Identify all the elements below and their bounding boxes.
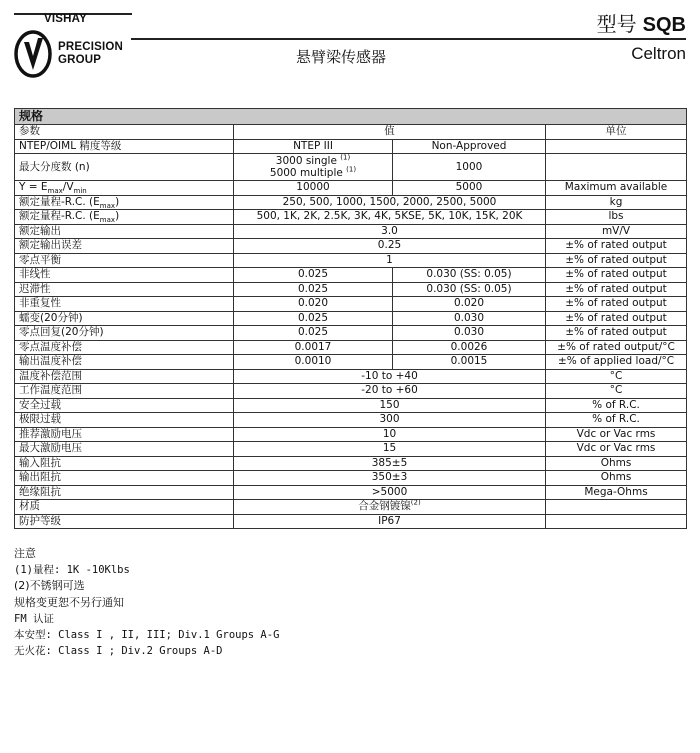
spec-unit: ±% of rated output	[546, 326, 687, 341]
spec-unit: Ohms	[546, 456, 687, 471]
spec-value-ntep: 0.025	[234, 282, 393, 297]
spec-value-nonapproved: Non-Approved	[393, 139, 546, 154]
spec-value-ntep: NTEP III	[234, 139, 393, 154]
spec-value-text: 300	[379, 413, 400, 426]
spec-value-nonapproved: 1000	[393, 154, 546, 181]
spec-param: 最大分度数 (n)	[15, 154, 234, 181]
spec-unit: mV/V	[546, 224, 687, 239]
spec-value-text: 10	[382, 427, 397, 440]
col-header-param: 参数	[15, 125, 234, 140]
model-prefix: 型号	[596, 12, 637, 36]
note-line: (1)量程: 1K -10Klbs	[14, 564, 130, 577]
spec-param: 工作温度范围	[15, 384, 234, 399]
spec-value-ntep: 0.0010	[234, 355, 393, 370]
spec-unit: kg	[546, 195, 687, 210]
spec-value-nonapproved: 0.0015	[393, 355, 546, 370]
spec-value-ntep: 10000	[234, 181, 393, 196]
spec-value	[234, 413, 546, 428]
spec-param: 零点温度补偿	[15, 340, 234, 355]
spec-unit: % of R.C.	[546, 413, 687, 428]
spec-param: 极限过载	[15, 413, 234, 428]
spec-param-part: max	[47, 187, 63, 195]
spec-param-part: max	[99, 216, 116, 224]
spec-unit: Mega-Ohms	[546, 485, 687, 500]
spec-value-text: -20 to +60	[361, 384, 418, 397]
spec-row	[15, 427, 687, 442]
spec-value-text: 1	[386, 253, 393, 266]
spec-param: 额定输出	[15, 224, 234, 239]
spec-value-ntep	[234, 154, 393, 181]
logo-line-2: PRECISION	[58, 41, 124, 53]
spec-param-part: )	[115, 210, 120, 223]
spec-value-ntep: 0.025	[234, 311, 393, 326]
spec-value-nonapproved: 0.030 (SS: 0.05)	[393, 282, 546, 297]
note-line: 规格变更恕不另行通知	[14, 595, 124, 609]
spec-value-ntep: 0.025	[234, 326, 393, 341]
spec-value-footnote: (2)	[410, 499, 421, 507]
spec-row	[15, 297, 687, 312]
spec-unit: Maximum available	[546, 181, 687, 196]
spec-unit	[546, 514, 687, 529]
spec-unit: ±% of rated output	[546, 282, 687, 297]
spec-value-nonapproved: 0.030	[393, 326, 546, 341]
spec-value-text: 3000 single	[275, 155, 337, 167]
col-header-value: 值	[234, 125, 546, 140]
spec-value	[234, 253, 546, 268]
spec-value	[234, 456, 546, 471]
spec-row	[15, 282, 687, 297]
spec-unit: ±% of rated output	[546, 239, 687, 254]
spec-param: 材质	[15, 500, 234, 515]
spec-param	[15, 210, 234, 225]
spec-value-nonapproved: 0.030	[393, 311, 546, 326]
product-subtitle: 悬臂梁传感器	[296, 48, 387, 66]
spec-row	[15, 195, 687, 210]
spec-value	[234, 485, 546, 500]
spec-value	[234, 442, 546, 457]
spec-unit: ±% of rated output/°C	[546, 340, 687, 355]
spec-value-text: 0.25	[377, 239, 402, 252]
spec-unit: Vdc or Vac rms	[546, 427, 687, 442]
spec-param-part: min	[73, 187, 87, 195]
spec-value-text: 15	[382, 442, 397, 455]
spec-unit: ±% of rated output	[546, 268, 687, 283]
logo-line-3: GROUP	[58, 54, 102, 66]
spec-unit: ±% of rated output	[546, 311, 687, 326]
spec-row	[15, 456, 687, 471]
spec-row	[15, 154, 687, 181]
spec-param: 绝缘阻抗	[15, 485, 234, 500]
note-line: 本安型: Class I , II, III; Div.1 Groups A-G	[14, 629, 280, 642]
spec-value-text: IP67	[378, 514, 401, 527]
spec-param: 非重复性	[15, 297, 234, 312]
spec-value-ntep: 0.025	[234, 268, 393, 283]
logo-line-1: VISHAY	[44, 13, 87, 25]
spec-param: NTEP/OIML 精度等级	[15, 139, 234, 154]
spec-row	[15, 139, 687, 154]
spec-param-part: )	[115, 195, 120, 208]
spec-table-wrap	[14, 108, 686, 529]
spec-param: 输入阻抗	[15, 456, 234, 471]
note-line: 无火花: Class I ; Div.2 Groups A-D	[14, 645, 223, 658]
spec-param: 防护等级	[15, 514, 234, 529]
brand-name: Celtron	[631, 44, 686, 63]
spec-param: 蠕变(20分钟)	[15, 311, 234, 326]
spec-row	[15, 398, 687, 413]
spec-unit: ±% of applied load/°C	[546, 355, 687, 370]
spec-value	[234, 398, 546, 413]
section-title: 规格	[15, 109, 687, 125]
spec-param: 零点平衡	[15, 253, 234, 268]
spec-value	[234, 369, 546, 384]
spec-param: 推荐激励电压	[15, 427, 234, 442]
spec-value	[234, 210, 546, 225]
spec-value	[234, 500, 546, 515]
spec-value-nonapproved: 0.0026	[393, 340, 546, 355]
spec-value	[234, 427, 546, 442]
spec-value-nonapproved: 5000	[393, 181, 546, 196]
spec-unit: Vdc or Vac rms	[546, 442, 687, 457]
spec-value-text: 385±5	[371, 456, 408, 469]
spec-row	[15, 210, 687, 225]
spec-value-text: >5000	[371, 485, 408, 498]
spec-param-part: /V	[62, 181, 74, 194]
spec-row	[15, 369, 687, 384]
spec-row	[15, 442, 687, 457]
notes-block	[14, 546, 279, 659]
spec-unit	[546, 500, 687, 515]
spec-value-text: 合金钢镀镍	[358, 500, 411, 513]
spec-unit: ±% of rated output	[546, 297, 687, 312]
spec-param: 温度补偿范围	[15, 369, 234, 384]
spec-value-nonapproved: 0.030 (SS: 0.05)	[393, 268, 546, 283]
notes-title: 注意	[14, 547, 36, 560]
header-rule	[131, 38, 686, 40]
spec-param: 输出阻抗	[15, 471, 234, 486]
spec-value-ntep: 0.020	[234, 297, 393, 312]
spec-row	[15, 485, 687, 500]
spec-row	[15, 224, 687, 239]
spec-row	[15, 340, 687, 355]
spec-unit	[546, 154, 687, 181]
model-title	[597, 12, 686, 37]
spec-param-part: max	[99, 201, 116, 210]
spec-unit: ±% of rated output	[546, 253, 687, 268]
spec-value-text: 5000 multiple	[269, 167, 343, 179]
spec-row	[15, 239, 687, 254]
spec-param: 非线性	[15, 268, 234, 283]
spec-value-text: -10 to +40	[361, 369, 418, 382]
spec-value-text: 3.0	[381, 224, 398, 237]
spec-value-footnote: (1)	[346, 165, 357, 174]
spec-value	[234, 224, 546, 239]
spec-value-text: 500, 1K, 2K, 2.5K, 3K, 4K, 5KSE, 5K, 10K, 15K, 20K	[256, 210, 523, 223]
spec-value-ntep: 0.0017	[234, 340, 393, 355]
spec-value-footnote: (1)	[340, 153, 351, 162]
spec-unit: lbs	[546, 210, 687, 225]
spec-row	[15, 384, 687, 399]
spec-value	[234, 514, 546, 529]
spec-value	[234, 239, 546, 254]
spec-row	[15, 268, 687, 283]
spec-row	[15, 311, 687, 326]
spec-unit: % of R.C.	[546, 398, 687, 413]
spec-value-line	[238, 167, 388, 179]
note-line: (2)不锈钢可选	[14, 579, 85, 593]
spec-value-text: 250, 500, 1000, 1500, 2000, 2500, 5000	[282, 195, 497, 208]
spec-param-part: 额定量程-R.C. (E	[19, 210, 100, 223]
spec-value	[234, 471, 546, 486]
spec-param: 迟滞性	[15, 282, 234, 297]
spec-value-text: 350±3	[371, 471, 408, 484]
spec-row	[15, 253, 687, 268]
spec-table	[14, 108, 687, 529]
spec-param-part: Y = E	[19, 181, 48, 194]
note-line: FM 认证	[14, 612, 54, 625]
spec-unit: °C	[546, 384, 687, 399]
spec-value-line	[238, 155, 388, 167]
spec-param: 输出温度补偿	[15, 355, 234, 370]
spec-row	[15, 471, 687, 486]
spec-param: 最大激励电压	[15, 442, 234, 457]
spec-row	[15, 181, 687, 196]
spec-value-text: 150	[379, 398, 400, 411]
spec-value-nonapproved: 0.020	[393, 297, 546, 312]
spec-value	[234, 195, 546, 210]
spec-unit: Ohms	[546, 471, 687, 486]
spec-row	[15, 500, 687, 515]
spec-row	[15, 326, 687, 341]
spec-row	[15, 413, 687, 428]
section-header-row	[15, 109, 687, 125]
col-header-unit: 单位	[546, 125, 687, 140]
spec-param	[15, 181, 234, 196]
spec-unit: °C	[546, 369, 687, 384]
spec-param	[15, 195, 234, 210]
spec-row	[15, 514, 687, 529]
column-header-row	[15, 125, 687, 140]
model-code: SQB	[642, 14, 686, 36]
spec-row	[15, 355, 687, 370]
spec-param-part: 额定量程-R.C. (E	[19, 195, 100, 208]
spec-param: 安全过载	[15, 398, 234, 413]
spec-param: 额定输出误差	[15, 239, 234, 254]
spec-value	[234, 384, 546, 399]
spec-param: 零点回复(20分钟)	[15, 326, 234, 341]
spec-unit	[546, 139, 687, 154]
